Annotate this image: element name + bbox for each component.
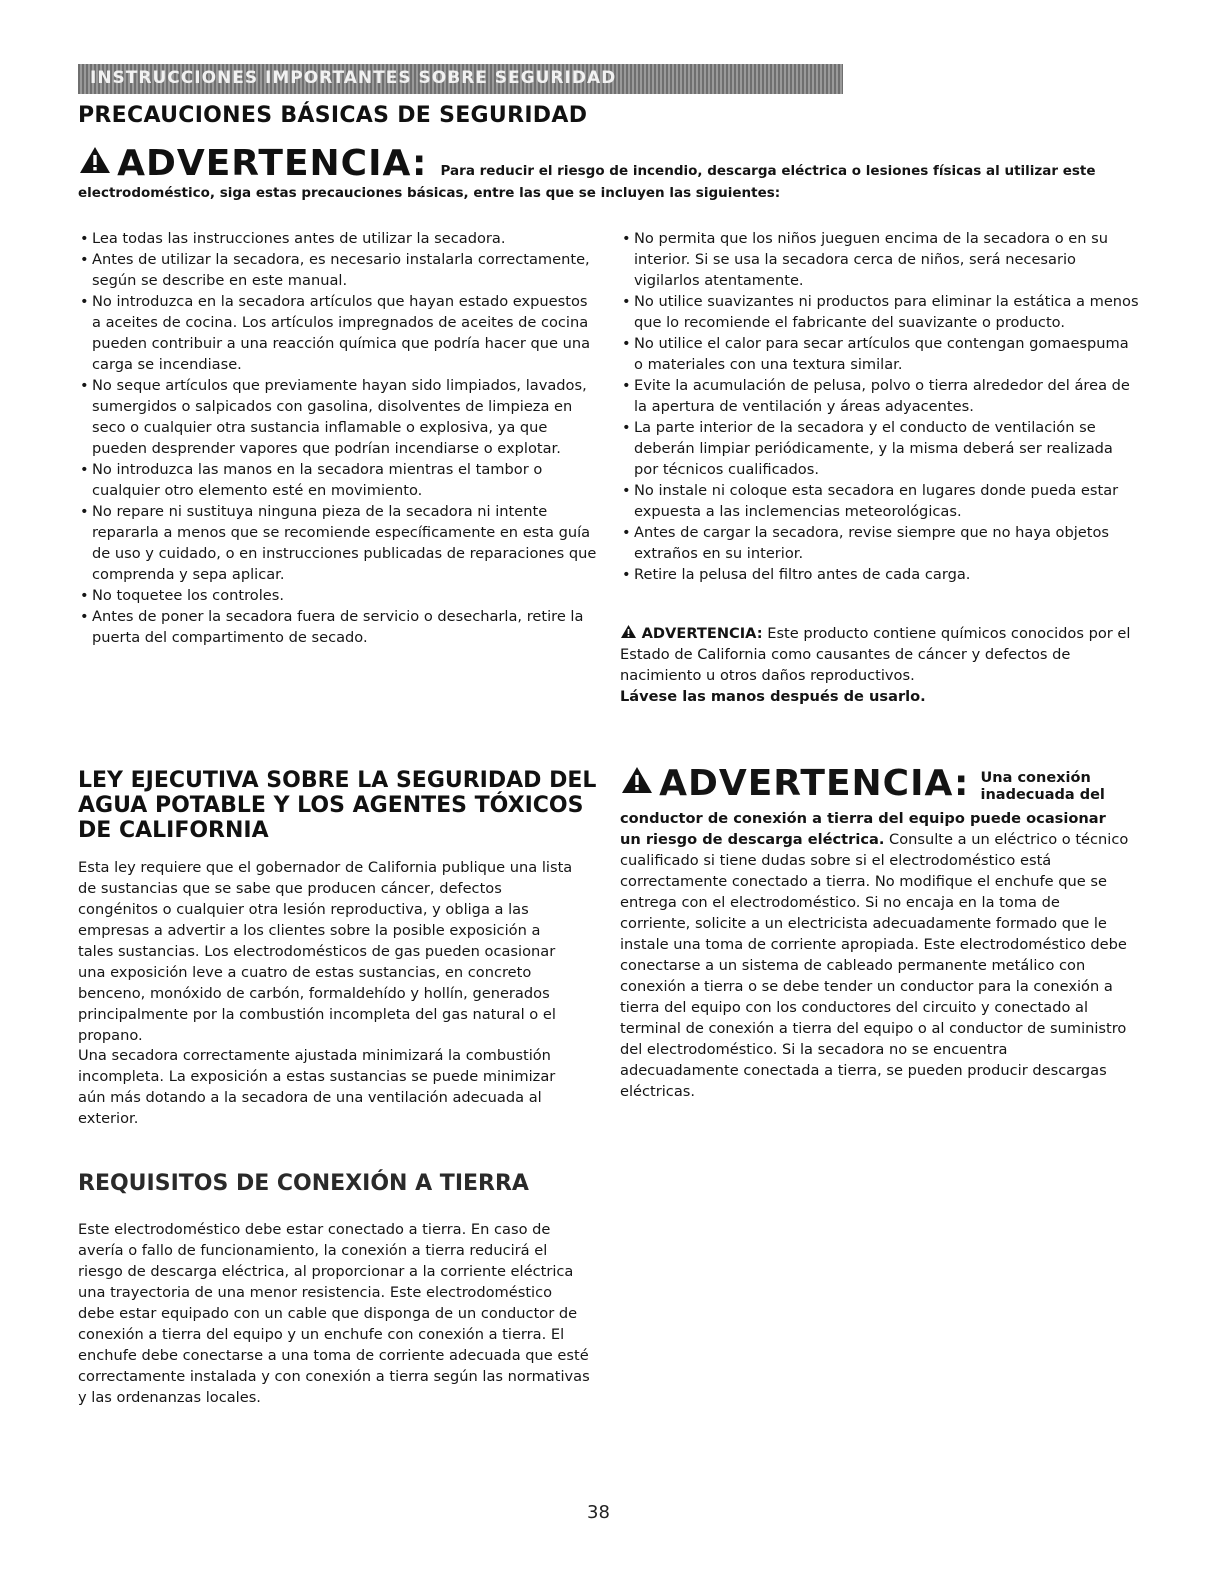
prop65-warning: [620, 623, 1140, 707]
warning-triangle-icon: [78, 145, 112, 175]
ley-paragraph-2: Una secadora correctamente ajustada minimizará la combustión incompleta. La exposición a estas sustancias se puede minimizar aún más dotando a la secadora de una ventilación adecuada al exterior.: [78, 1047, 556, 1127]
list-item: • No introduzca las manos en la secadora mientras el tambor o cualquier otro elemento esté en movimiento.: [78, 459, 598, 501]
list-item: • No utilice suavizantes ni productos para eliminar la estática a menos que lo recomiende el fabricante del suavizante o producto.: [620, 291, 1140, 333]
section-heading-requisitos: REQUISITOS DE CONEXIÓN A TIERRA: [78, 1171, 529, 1196]
precautions-list-right: [620, 228, 1140, 585]
list-item: • No toquetee los controles.: [78, 585, 598, 606]
list-item: • No seque artículos que previamente hayan sido limpiados, lavados, sumergidos o salpicados con gasolina, disolventes de limpieza en seco o cualquier otra sustancia inflamable o explosiva, ya que pueden desprender vapores que podrían incendiarse o explotar.: [78, 375, 598, 459]
list-item: • Retire la pelusa del filtro antes de cada carga.: [620, 564, 1140, 585]
grounding-warning: [620, 763, 1130, 1102]
list-item: • No utilice el calor para secar artículos que contengan gomaespuma o materiales con una textura similar.: [620, 333, 1140, 375]
precautions-list-left: [78, 228, 598, 648]
warning-triangle-icon: [620, 765, 654, 795]
list-item: • La parte interior de la secadora y el conducto de ventilación se deberán limpiar periódicamente, y la misma deberá ser realizada por técnicos cualificados.: [620, 417, 1140, 480]
list-item: • Lea todas las instrucciones antes de utilizar la secadora.: [78, 228, 598, 249]
list-item: • No introduzca en la secadora artículos que hayan estado expuestos a aceites de cocina. Los artículos impregnados de aceites de cocina pueden contribuir a una reacción química que podría hacer que una carga se incendiase.: [78, 291, 598, 375]
section-heading-ley: LEY EJECUTIVA SOBRE LA SEGURIDAD DEL AGUA POTABLE Y LOS AGENTES TÓXICOS DE CALIFORNIA: [78, 768, 597, 843]
warning-text: Consulte a un eléctrico o técnico cualificado si tiene dudas sobre si el electrodoméstico está correctamente conectado a tierra. No modifique el enchufe que se entrega con el electrodoméstico. Si no encaja en la toma de corriente, solicite a un electricista adecuadamente formado que le instale una toma de corriente apropiada. Este electrodoméstico debe conectarse a un sistema de cableado permanente metálico con conexión a tierra o se debe tender un conductor para la conexión a tierra del equipo con los conductores del circuito y conectado al terminal de conexión a tierra del equipo o al conductor de suministro del electrodoméstico. Si la secadora no se encuentra adecuadamente conectada a tierra, se pueden producir descargas eléctricas.: [620, 831, 1129, 1100]
list-item: • Evite la acumulación de pelusa, polvo o tierra alrededor del área de la apertura de ventilación y áreas adyacentes.: [620, 375, 1140, 417]
list-item: • No repare ni sustituya ninguna pieza de la secadora ni intente repararla a menos que se recomiende específicamente en esta guía de uso y cuidado, o en instrucciones publicadas de reparaciones que comprenda y sepa aplicar.: [78, 501, 598, 585]
list-item: • Antes de utilizar la secadora, es necesario instalarla correctamente, según se describe en este manual.: [78, 249, 598, 291]
section-banner: [78, 64, 843, 94]
warning-inline-line1: Una conexión: [980, 770, 1091, 786]
prop65-bold: Lávese las manos después de usarlo.: [620, 688, 926, 705]
page-number: 38: [587, 1502, 610, 1523]
warning-triangle-icon: [620, 624, 637, 639]
page-title: PRECAUCIONES BÁSICAS DE SEGURIDAD: [78, 103, 588, 128]
warning-inline-line2: inadecuada del: [980, 787, 1105, 803]
warning-lead-cont: electrodoméstico, siga estas precauciones básicas, entre las que se incluyen las siguientes:: [78, 185, 781, 201]
ley-paragraph-1: Esta ley requiere que el gobernador de California publique una lista de sustancias que se sabe que producen cáncer, defectos congénitos o cualquier otra lesión reproductiva, y obliga a las empresas a advertir a los clientes sobre la posible exposición a tales sustancias. Los electrodomésticos de gas pueden ocasionar una exposición leve a cuatro de estas sustancias, en concreto benceno, monóxido de carbón, formaldehído y hollín, generados principalmente por la combustión incompleta del gas natural o el propano.: [78, 859, 573, 1044]
warning-block: [78, 143, 1148, 201]
warning-lead: Para reducir el riesgo de incendio, descarga eléctrica o lesiones físicas al utilizar este: [440, 163, 1096, 179]
list-item: • Antes de cargar la secadora, revise siempre que no haya objetos extraños en su interior.: [620, 522, 1140, 564]
list-item: • Antes de poner la secadora fuera de servicio o desecharla, retire la puerta del compartimento de secado.: [78, 606, 598, 648]
list-item: • No instale ni coloque esta secadora en lugares donde pueda estar expuesta a las inclemencias meteorológicas.: [620, 480, 1140, 522]
banner-text: INSTRUCCIONES IMPORTANTES SOBRE SEGURIDAD: [90, 68, 617, 88]
warning-inline: [981, 770, 1105, 804]
requisitos-paragraph: Este electrodoméstico debe estar conectado a tierra. En caso de avería o fallo de funcionamiento, la conexión a tierra reducirá el riesgo de descarga eléctrica, al proporcionar a la corriente eléctrica una trayectoria de una menor resistencia. Este electrodoméstico debe estar equipado con un cable que disponga de un conductor de conexión a tierra del equipo y un enchufe con conexión a tierra. El enchufe debe conectarse a una toma de corriente adecuada que esté correctamente instalada y con conexión a tierra según las normativas y las ordenanzas locales.: [78, 1221, 590, 1406]
warning-bold: conductor de conexión a tierra del equipo puede ocasionar un riesgo de descarga eléctrica.: [620, 810, 1106, 848]
warning-body: [620, 808, 1130, 1102]
list-item: • No permita que los niños jueguen encima de la secadora o en su interior. Si se usa la secadora cerca de niños, será necesario vigilarlos atentamente.: [620, 228, 1140, 291]
warning-title: ADVERTENCIA:: [117, 143, 428, 184]
prop65-text: Este producto contiene químicos conocidos por el Estado de California como causantes de cáncer y defectos de nacimiento u otros daños reproductivos.: [620, 625, 1131, 684]
warning-title: ADVERTENCIA:: [659, 763, 970, 804]
prop65-label: ADVERTENCIA:: [641, 625, 763, 642]
